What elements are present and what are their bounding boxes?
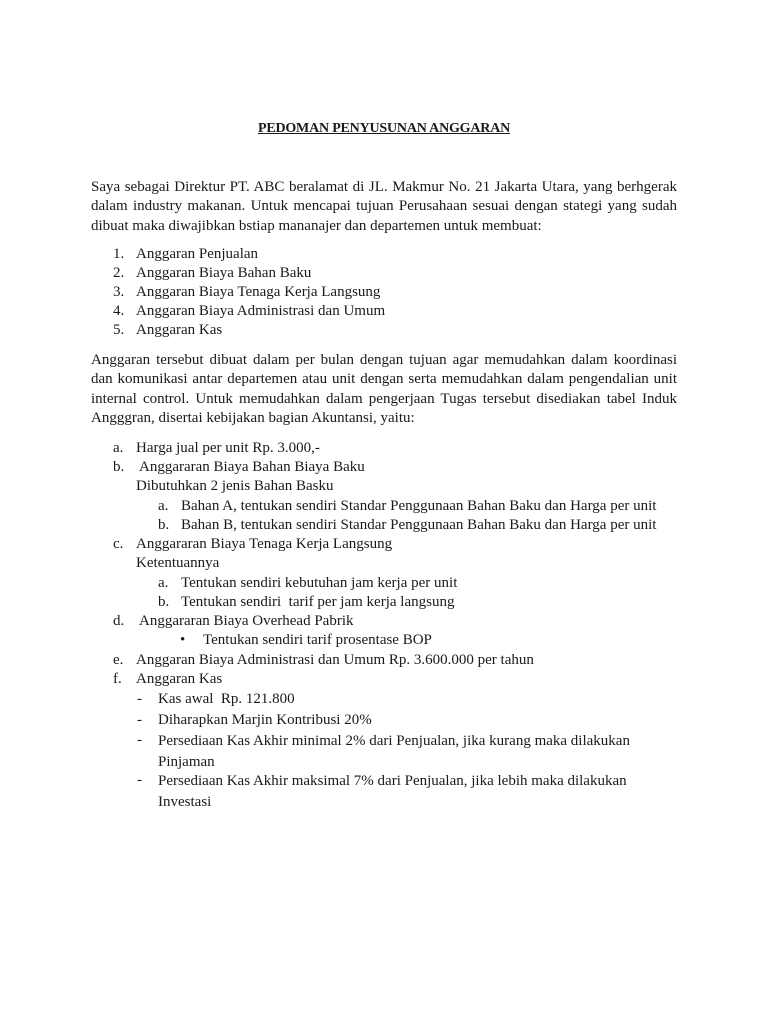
list-marker: b. [158, 517, 170, 533]
list-text: Anggaran Kas [136, 671, 223, 687]
list-marker: b. [113, 459, 125, 475]
list-text: Anggaran Penjualan [136, 246, 259, 262]
list-text: Anggaran Biaya Administrasi dan Umum Rp. 3.600.000 per tahun [136, 652, 534, 668]
list-marker: d. [113, 613, 125, 629]
list-marker: 1. [113, 246, 125, 262]
list-marker: f. [113, 671, 122, 687]
list-text: Tentukan sendiri tarif prosentase BOP [203, 632, 432, 648]
list-text: Persediaan Kas Akhir maksimal 7% dari Penjualan, jika lebih maka dilakukan Investasi [158, 773, 627, 810]
dash-marker: - [137, 712, 142, 728]
list-text: Kas awal Rp. 121.800 [158, 691, 295, 707]
list-marker: a. [158, 498, 169, 514]
list-marker: 5. [113, 322, 125, 338]
list-text: Anggaran Kas [136, 322, 223, 338]
list-text: Anggararan Biaya Overhead Pabrik [139, 613, 354, 629]
dash-marker: - [137, 772, 142, 788]
list-text: Anggararan Biaya Tenaga Kerja Langsung [136, 536, 393, 552]
list-text: Anggararan Biaya Bahan Biaya Baku [139, 459, 365, 475]
list-marker: 2. [113, 265, 125, 281]
list-marker: 4. [113, 303, 125, 319]
intro-paragraph: Saya sebagai Direktur PT. ABC beralamat di JL. Makmur No. 21 Jakarta Utara, yang berhgerak dalam industry makanan. Untuk mencapai tujuan Perusahaan sesuai dengan stategi yang sudah dibuat maka diwajibkan bstiap mananajer dan departemen untuk membuat: [91, 179, 677, 234]
list-text: Harga jual per unit Rp. 3.000,- [136, 440, 320, 456]
list-marker: e. [113, 652, 124, 668]
list-text: Diharapkan Marjin Kontribusi 20% [158, 712, 372, 728]
list-text: Anggaran Biaya Administrasi dan Umum [136, 303, 386, 319]
list-marker: b. [158, 594, 170, 610]
dash-marker: - [137, 691, 142, 707]
list-text: Tentukan sendiri tarif per jam kerja langsung [181, 594, 455, 610]
list-text: Bahan A, tentukan sendiri Standar Penggunaan Bahan Baku dan Harga per unit [181, 498, 657, 514]
list-text: Tentukan sendiri kebutuhan jam kerja per unit [181, 575, 458, 591]
bullet-icon: • [180, 632, 186, 648]
list-marker: a. [113, 440, 124, 456]
note-text: Ketentuannya [136, 555, 220, 571]
list-text: Anggaran Biaya Tenaga Kerja Langsung [136, 284, 381, 300]
list-text: Persediaan Kas Akhir minimal 2% dari Penjualan, jika kurang maka dilakukan Pinjaman [158, 733, 630, 770]
note-text: Dibutuhkan 2 jenis Bahan Basku [136, 478, 334, 494]
list-marker: a. [158, 575, 169, 591]
policy-paragraph: Anggaran tersebut dibuat dalam per bulan dengan tujuan agar memudahkan dalam koordinasi dan komunikasi antar departemen atau unit dengan serta memudahkan dalam pengendalian unit internal control. Untuk memudahkan dalam pengerjaan Tugas tersebut disediakan tabel Induk Angggran, disertai kebijakan bagian Akuntansi, yaitu: [91, 352, 677, 426]
list-text: Bahan B, tentukan sendiri Standar Penggunaan Bahan Baku dan Harga per unit [181, 517, 657, 533]
document-title: PEDOMAN PENYUSUNAN ANGGARAN [257, 121, 511, 136]
dash-marker: - [137, 732, 142, 748]
list-text: Anggaran Biaya Bahan Baku [136, 265, 312, 281]
list-marker: c. [113, 536, 124, 552]
list-marker: 3. [113, 284, 125, 300]
